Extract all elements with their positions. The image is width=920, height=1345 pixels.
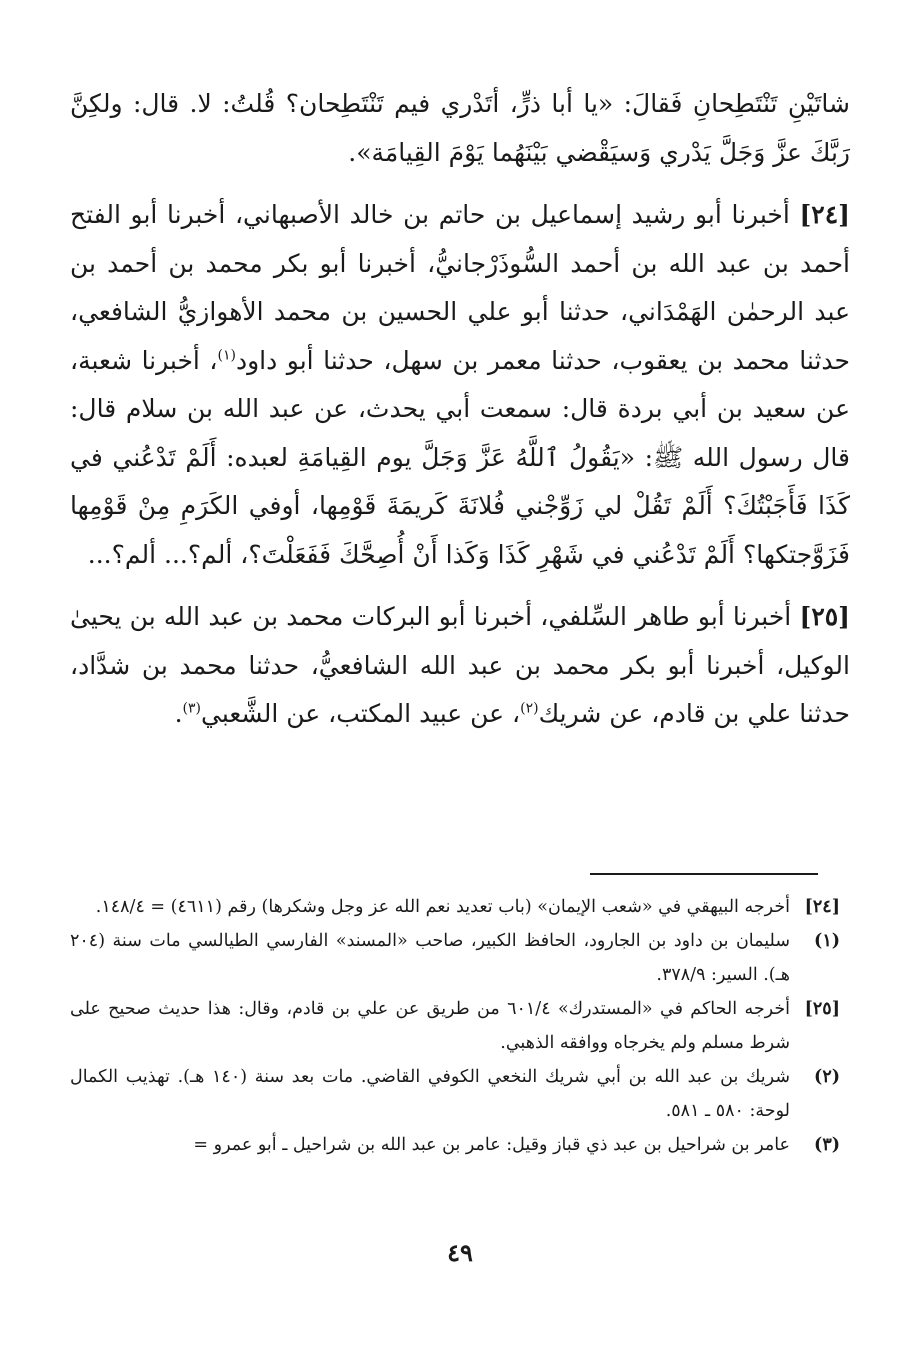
footnote-marker: (١) [814, 931, 840, 951]
main-text [70, 80, 850, 753]
paragraph-text: . [174, 699, 183, 728]
page-number: ٤٩ [447, 1238, 473, 1267]
paragraph-text: ، عن عبيد المكتب، عن الشَّعبي [200, 699, 521, 728]
footnote-item [70, 890, 850, 924]
paragraph-text: أخبرنا أبو رشيد إسماعيل بن حاتم بن خالد الأصبهاني، أخبرنا أبو الفتح أحمد بن عبد الله بن أحمد السُّوذَرْجانيُّ، أخبرنا أبو بكر محمد بن أحمد بن عبد الرحمٰن الهَمْدَاني، حدثنا أبو علي الحسين بن محمد الأهوازيُّ الشافعي، حدثنا محمد بن يعقوب، حدثنا معمر بن سهل، حدثنا أبو داود [70, 200, 850, 375]
paragraph-24 [70, 191, 850, 579]
footnotes [70, 890, 850, 1162]
footnote-text: شريك بن عبد الله بن أبي شريك النخعي الكوفي القاضي. مات بعد سنة (١٤٠ هـ). تهذيب الكمال لوحة: ٥٨٠ ـ ٥٨١. [70, 1067, 790, 1121]
footnote-ref-2[interactable]: (٢) [520, 700, 539, 717]
footnote-ref-3[interactable]: (٣) [182, 700, 201, 717]
footnote-item [70, 1128, 850, 1162]
footnote-marker: [٢٤] [804, 897, 840, 917]
footnote-divider [590, 873, 818, 875]
footnote-item [70, 1060, 850, 1128]
hadith-number: [٢٤] [799, 200, 850, 229]
footnote-text: عامر بن شراحيل بن عبد ذي قباز وقيل: عامر بن عبد الله بن شراحيل ـ أبو عمرو = [193, 1135, 790, 1155]
footnote-text: سليمان بن داود بن الجارود، الحافظ الكبير، صاحب «المسند» الفارسي الطيالسي مات سنة (٢٠٤ هـ). السير: ٣٧٨/٩. [70, 931, 790, 985]
footnote-text: أخرجه البيهقي في «شعب الإيمان» (باب تعديد نعم الله عز وجل وشكرها) رقم (٤٦١١) = ١٤٨/٤. [95, 897, 790, 917]
footnote-text: أخرجه الحاكم في «المستدرك» ٦٠١/٤ من طريق عن علي بن قادم، وقال: هذا حديث صحيح على شرط مسلم ولم يخرجاه ووافقه الذهبي. [70, 999, 790, 1053]
hadith-number: [٢٥] [799, 602, 851, 631]
footnote-marker: [٢٥] [804, 999, 840, 1019]
paragraph-25 [70, 593, 850, 739]
footnote-marker: (٢) [814, 1067, 840, 1087]
footnote-ref-1[interactable]: (١) [217, 347, 236, 364]
footnote-marker: (٣) [814, 1135, 840, 1155]
paragraph-continuation [70, 80, 850, 177]
footnote-item [70, 992, 850, 1060]
paragraph-text: أخبرنا أبو طاهر السِّلفي، أخبرنا أبو البركات محمد بن عبد الله بن يحيىٰ الوكيل، أخبرنا أبو بكر محمد بن عبد الله الشافعيُّ، حدثنا محمد بن شدَّاد، حدثنا علي بن قادم، عن شريك [70, 602, 850, 728]
paragraph-text: ، أخبرنا شعبة، عن سعيد بن أبي بردة قال: سمعت أبي يحدث، عن عبد الله بن سلام قال: قال رسول الله ﷺ: «يَقُولُ ٱللَّهُ عَزَّ وَجَلَّ يوم القِيامَةِ لعبده: أَلَمْ تَدْعُني في كَذَا فَأَجَبْتُكَ؟ أَلَمْ تَقُلْ لي زَوِّجْني فُلانَةَ كَريمَةَ قَوْمِها، أوفي الكَرَمِ مِنْ قَوْمِها فَزَوَّجتكها؟ أَلَمْ تَدْعُني في شَهْرِ كَذَا وَكَذا أَنْ أُصِحَّكَ فَفَعَلْتَ؟، ألم؟... ألم؟... [70, 345, 850, 569]
footnote-item [70, 924, 850, 992]
paragraph-text: شاتَيْنِ تَنْتَطِحانِ فَقالَ: «يا أبا ذرٍّ، أتَدْري فيم تَنْتَطِحان؟ قُلتُ: لا. قال: ولكِنَّ رَبَّكَ عزَّ وَجَلَّ يَدْري وَسيَقْضي بَيْنَهُما يَوْمَ القِيامَة». [70, 89, 850, 167]
